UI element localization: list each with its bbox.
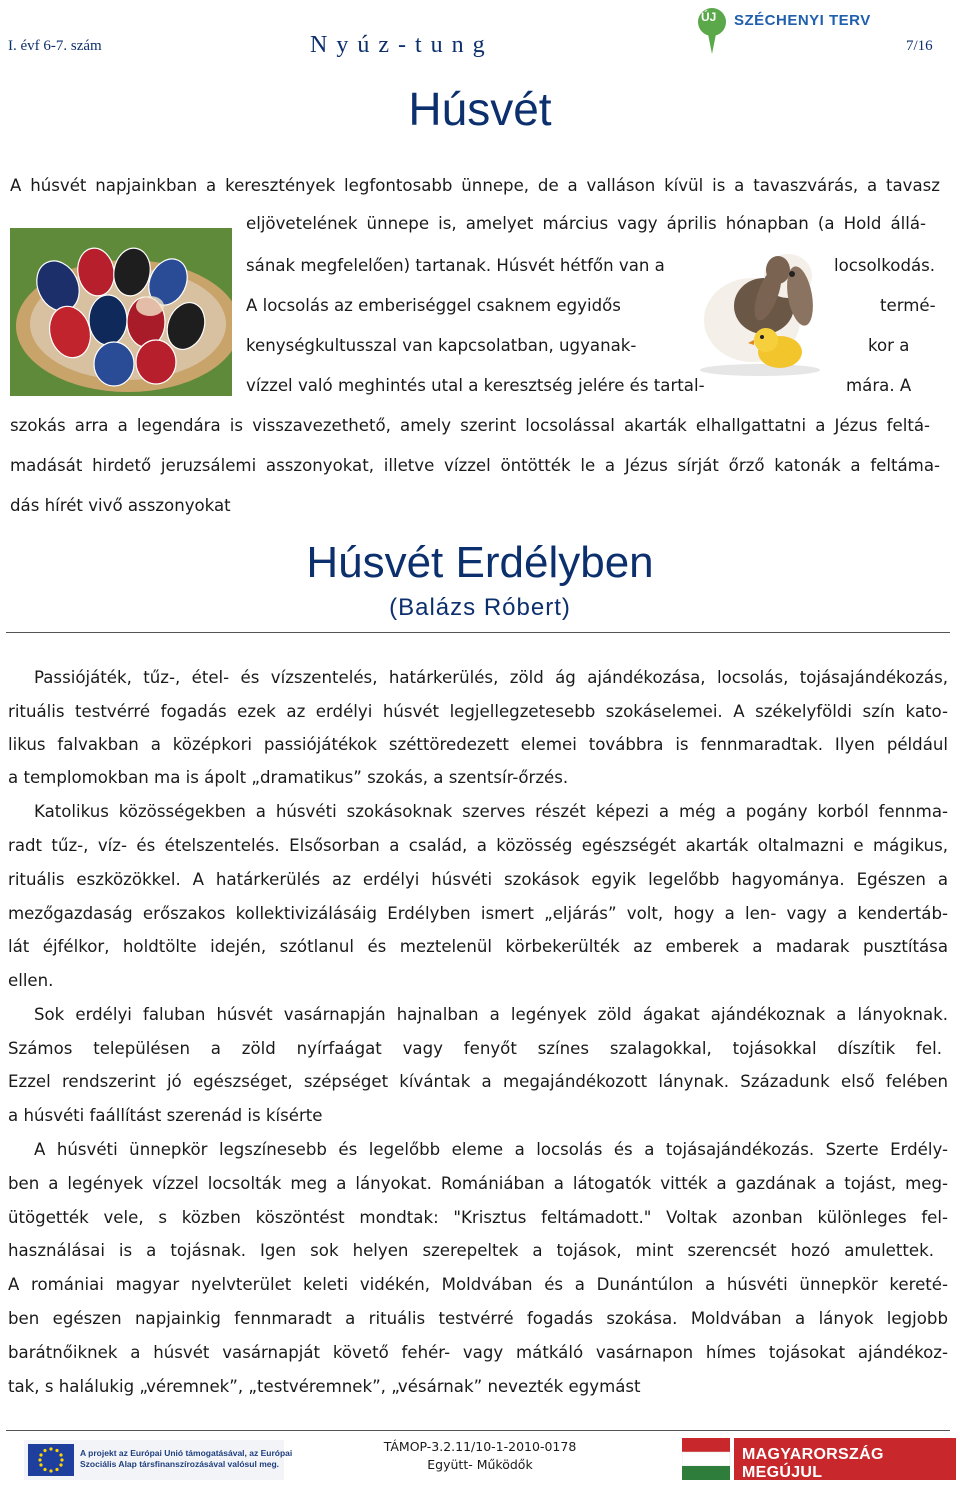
divider [6,1430,950,1431]
paragraph-line: Ezzel rendszerint jó egészséget, szépséget kívántak a megajándékozott lánynak. Századunk első felében [8,1072,948,1091]
paragraph-line: kor a [868,336,910,355]
paragraph-line: használásai is a tojásnak. Igen sok helyen szerepeltek a tojások, mint szerencsét hozó amulettek. [8,1241,934,1260]
logo-text: SZÉCHENYI TERV [734,12,871,29]
paragraph-line: ben a legények vízzel locsolták meg a lányokat. Romániában a látogatók vitték a gazdának a tojást, meg- [8,1174,948,1193]
paragraph-line: A locsolás az emberiséggel csaknem egyidős [246,296,621,315]
paragraph-line: mezőgazdaság erőszakos kollektivizálásáig Erdélyben ismert „eljárás” volt, hogy a len- vagy a kendertáb- [8,904,948,923]
paragraph-line: likus falvakban a középkori passiójátékok széttöredezett elemei továbbra is fennmaradtak. Ilyen például [8,735,948,754]
paragraph-line: Katolikus közösségekben a húsvéti szokásoknak szerves részét képezi a még a pogány korból fennma- [34,802,948,821]
paragraph-line: a templomokban ma is ápolt „dramatikus” szokás, a szentsír-őrzés. [8,768,569,787]
paragraph-line: locsolkodás. [834,256,936,275]
paragraph-line: rituális testvérré fogadás ezek az erdélyi húsvét legjellegzetesebb szokáselemei. A székelyföldi szín kato- [8,702,948,721]
article-title: Húsvét Erdélyben [306,538,654,587]
logo-badge: ÚJ [701,10,717,24]
easter-eggs-image [10,228,232,396]
paragraph-line: Sok erdélyi faluban húsvét vasárnapján hajnalban a legények zöld ágakat ajándékoznak a lányoknak. [34,1005,948,1024]
paragraph-line: dás hírét vivő asszonyokat [10,496,231,515]
paragraph-line: szokás arra a legendára is visszavezethető, amely szerint locsolással akarták elhallgattatni a Jézus feltá- [10,416,930,435]
paragraph-line: ellen. [8,971,54,990]
paragraph-line: ben egészen napjainkig fennmaradt a rituális testvérré fogadás szokása. Moldvában a lányok legjobb [8,1309,948,1328]
paragraph-line: A húsvét napjainkban a keresztények legfontosabb ünnepe, de a valláson kívül is a tavaszvárás, a tavasz [10,176,940,195]
paragraph-line: a húsvéti faállítást szerenád is kísérte [8,1106,323,1125]
paragraph-line: lát éjfélkor, holdtölte idején, szótlanul és meztelenül körbekerülték az emberek a madarak pusztítása [8,937,948,956]
article-title: Húsvét [408,83,552,135]
paragraph-line: tak, s halálukig „véremnek”, „testvéremnek”, „vésárnak” nevezték egymást [8,1377,641,1396]
paragraph-line: madását hirdető jeruzsálemi asszonyokat, illetve vízzel öntötték le a Jézus sírját őrző katonák a feltáma- [10,456,940,475]
paragraph-line: ütögették vele, s közben köszöntést mondtak: "Krisztus feltámadott." Voltak azonban különleges fel- [8,1208,948,1227]
newsletter-name: Nyúz-tung [310,32,494,58]
paragraph-line: eljövetelének ünnepe is, amelyet március vagy április hónapban (a Hold állá- [246,214,926,233]
eu-support-text [80,1448,292,1470]
bunny-chick-image [692,236,828,376]
paragraph-line: Számos településen a zöld nyírfaágat vagy fenyőt színes szalagokkal, tojásokkal díszítik fel. [8,1039,942,1058]
paragraph-line: rituális eszközökkel. A határkerülés az erdélyi húsvéti szokások egyik legelőbb hagyománya. Egészen a [8,870,948,889]
paragraph-line: barátnőiknek a húsvét vasárnapját követő fehér- vagy mátkáló vasárnapon hímes tojásokat ajándékoz- [8,1343,948,1362]
issue-label: I. évf 6-7. szám [8,38,102,54]
paragraph-line: A húsvéti ünnepkör legszínesebb és legelőbb eleme a locsolás és a tojásajándékozás. Szerte Erdély- [34,1140,948,1159]
divider [6,632,950,633]
hungary-banner-text: MAGYARORSZÁG MEGÚJUL [742,1446,884,1481]
paragraph-line: kenységkultusszal van kapcsolatban, ugyanak- [246,336,637,355]
paragraph-line: vízzel való meghintés utal a keresztség jelére és tartal- [246,376,705,395]
article-author: (Balázs Róbert) [389,594,571,621]
project-code: TÁMOP-3.2.11/10-1-2010-0178 [383,1439,577,1454]
footer-center [300,1438,660,1474]
paragraph-line: termé- [880,296,936,315]
page-number: 7/16 [906,38,933,54]
footer-motto: Együtt- Működők [427,1457,533,1472]
paragraph-line: mára. A [846,376,912,395]
paragraph-line: A romániai magyar nyelvterület keleti vidékén, Moldvában és a Dunántúlon a húsvéti ünnepkör kereté- [8,1275,948,1294]
paragraph-line: sának megfelelően) tartanak. Húsvét hétfőn van a [246,256,665,275]
paragraph-line: Passiójáték, tűz-, étel- és vízszentelés, határkerülés, zöld ág ajándékozása, locsolás, tojásajándékozás, [34,668,948,687]
eu-text-line: Szociális Alap társfinanszírozásával valósul meg. [80,1459,280,1469]
paragraph-line: radt tűz-, víz- és ételszentelés. Elsősorban a család, a közösség egészségét akarták oltalmazni e mágikus, [8,836,948,855]
eu-text-line: A projekt az Európai Unió támogatásával, az Európai [80,1448,293,1458]
